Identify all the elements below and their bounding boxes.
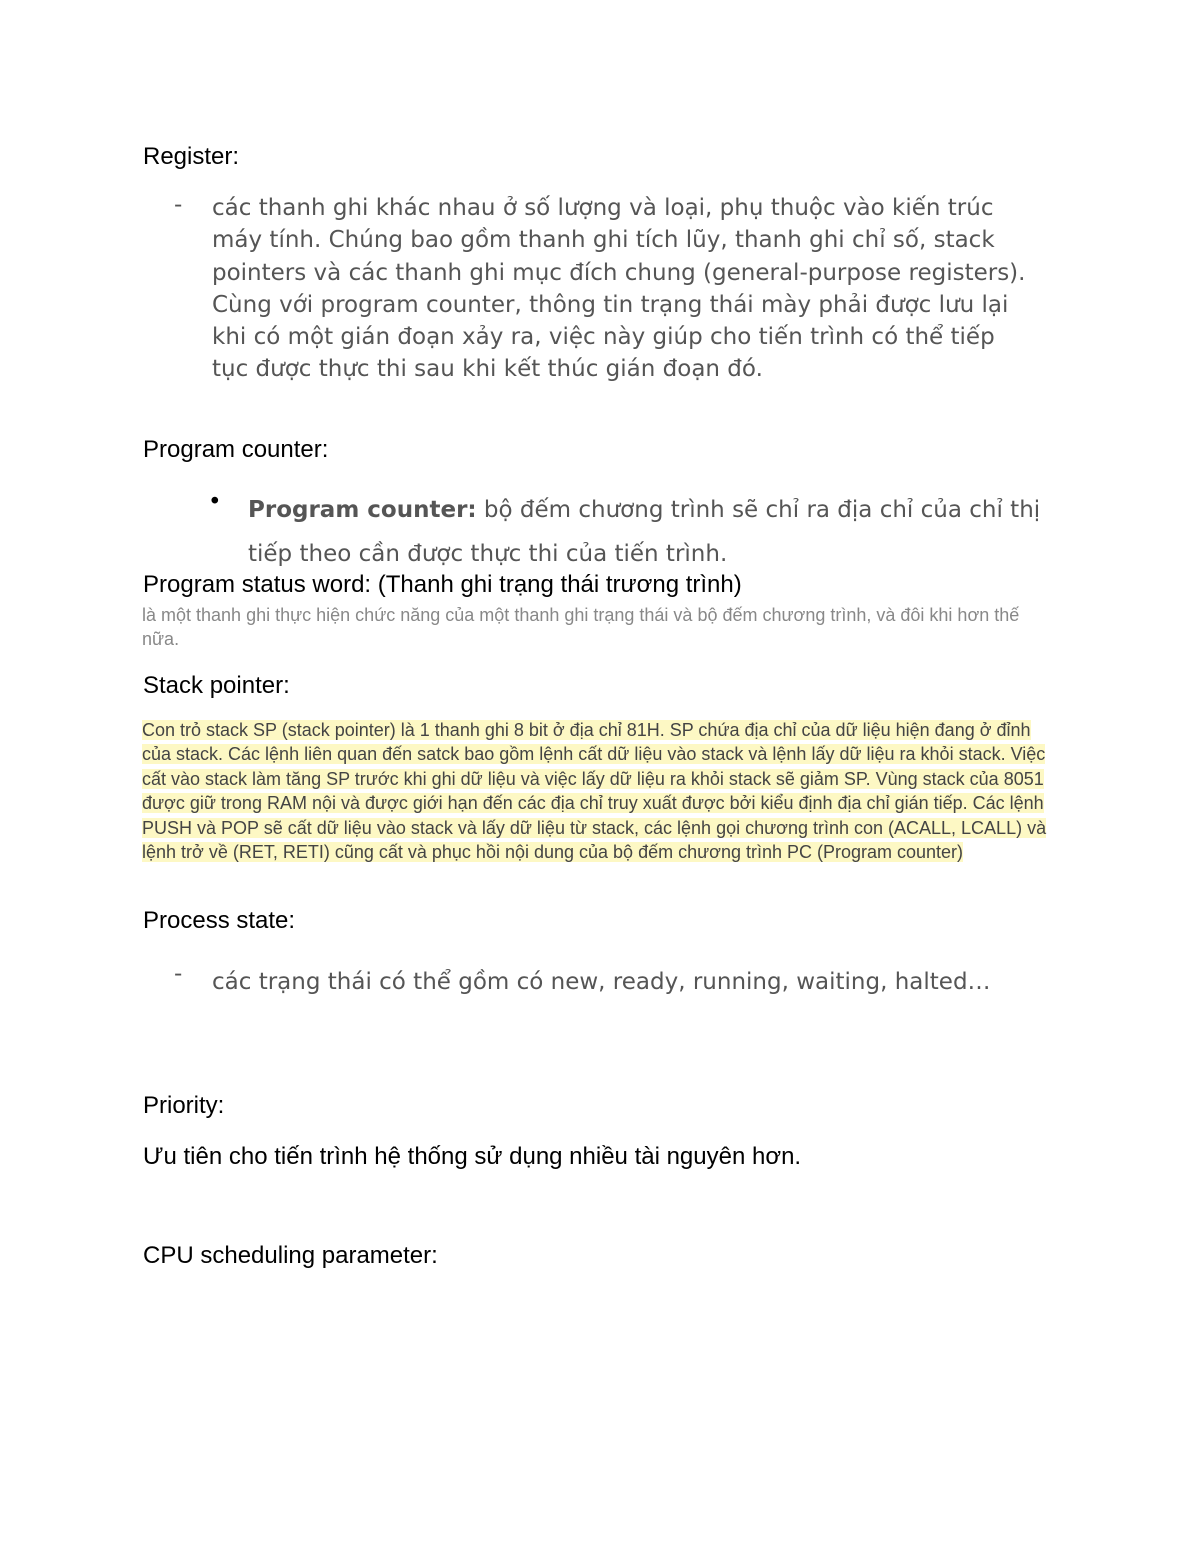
register-heading: Register: bbox=[143, 143, 240, 170]
process-state-description: các trạng thái có thể gồm có new, ready, running, waiting, halted… bbox=[212, 969, 991, 995]
dot-bullet: • bbox=[208, 489, 222, 515]
dash-bullet: - bbox=[174, 961, 183, 987]
register-description: các thanh ghi khác nhau ở số lượng và loại, phụ thuộc vào kiến trúc máy tính. Chúng bao gồm thanh ghi tích lũy, thanh ghi chỉ số, stack pointers và các thanh ghi mục đích chung (general-purpose registers). Cùng với program counter, thông tin trạng thái mày phải được lưu lại khi có một gián đoạn xảy ra, việc này giúp cho tiến trình có thể tiếp tục được thực thi sau khi kết thúc gián đoạn đó. bbox=[212, 195, 1026, 383]
priority-heading: Priority: bbox=[143, 1092, 225, 1119]
priority-description: Ưu tiên cho tiến trình hệ thống sử dụng nhiều tài nguyên hơn. bbox=[143, 1143, 802, 1170]
process-state-heading: Process state: bbox=[143, 907, 296, 934]
program-counter-description bbox=[248, 489, 1048, 576]
program-counter-heading: Program counter: bbox=[143, 436, 329, 463]
highlighted-text: Con trỏ stack SP (stack pointer) là 1 thanh ghi 8 bit ở địa chỉ 81H. SP chứa địa chỉ của dữ liệu hiện đang ở đỉnh của stack. Các lệnh liên quan đến satck bao gồm lệnh cất dữ liệu vào stack và lệnh lấy dữ liệu ra khỏi stack. Việc cất vào stack làm tăng SP trước khi ghi dữ liệu và việc lấy dữ liệu ra khỏi stack sẽ giảm SP. Vùng stack của 8051 được giữ trong RAM nội và được giới hạn đến các địa chỉ truy xuất được bởi kiểu định địa chỉ gián tiếp. Các lệnh PUSH và POP sẽ cất dữ liệu vào stack và lấy dữ liệu từ stack, các lệnh gọi chương trình con (ACALL, LCALL) và lệnh trở về (RET, RETI) cũng cất và phục hồi nội dung của bộ đếm chương trình PC (Program counter) bbox=[142, 720, 1047, 863]
cpu-scheduling-heading: CPU scheduling parameter: bbox=[143, 1242, 438, 1269]
program-status-word-description: là một thanh ghi thực hiện chức năng của một thanh ghi trạng thái và bộ đếm chương trình, và đôi khi hơn thế nữa. bbox=[142, 605, 1020, 649]
program-counter-definition: bộ đếm chương trình sẽ chỉ ra địa chỉ của chỉ thị tiếp theo cần được thực thi của tiến trình. bbox=[248, 497, 1041, 567]
stack-pointer-description bbox=[142, 718, 1062, 864]
stack-pointer-heading: Stack pointer: bbox=[143, 672, 290, 699]
program-status-word-heading: Program status word: (Thanh ghi trạng thái trương trình) bbox=[143, 571, 742, 598]
program-counter-term: Program counter: bbox=[248, 497, 477, 523]
dash-bullet: - bbox=[174, 192, 183, 218]
